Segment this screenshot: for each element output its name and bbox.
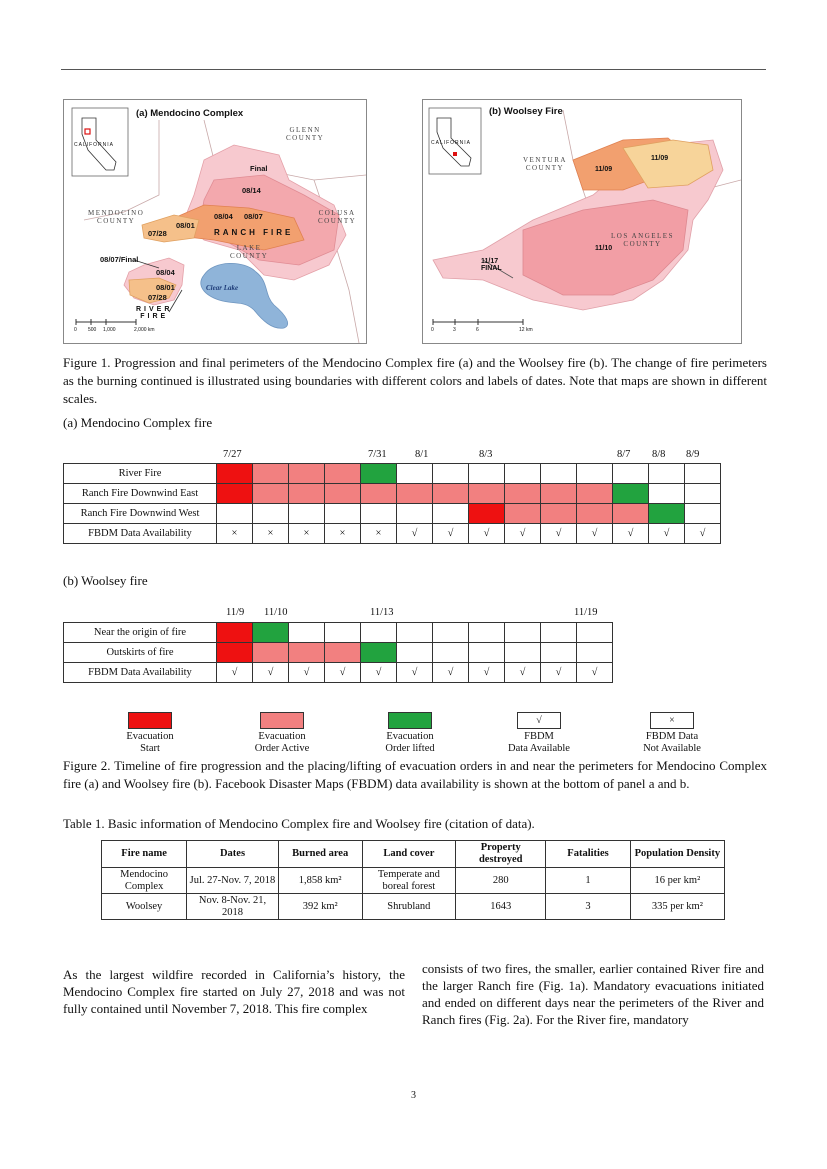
table-cell: Woolsey <box>102 894 187 920</box>
legend-swatch: × <box>650 712 694 729</box>
timeline-cell <box>433 464 469 484</box>
timeline-cell: √ <box>505 524 541 544</box>
county-los-angeles: LOS ANGELES COUNTY <box>611 232 674 248</box>
timeline-cell <box>217 504 253 524</box>
timeline-row <box>64 623 613 643</box>
figure-2-caption: Figure 2. Timeline of fire progression and the placing/lifting of evacuation orders in and near the perimeters for Mendocino Complex fire (a) and Woolsey fire (b). Facebook Disaster Maps (FBDM) data availability is shown at the bottom of panel a and b. <box>63 758 767 791</box>
date-label: 08/07 <box>244 212 263 221</box>
table-cell: 280 <box>456 868 546 894</box>
fig2a-title: (a) Mendocino Complex fire <box>63 415 213 430</box>
timeline-cell: √ <box>325 663 361 683</box>
river-fire-label: RIVER FIRE <box>136 306 173 320</box>
timeline-cell: √ <box>253 663 289 683</box>
date-label: 11/09 <box>651 155 669 162</box>
fig2a-date-row <box>0 449 827 461</box>
figure-1b-svg <box>423 100 741 343</box>
timeline-cell-start <box>217 484 253 504</box>
table-1 <box>101 840 725 920</box>
timeline-cell <box>469 643 505 663</box>
timeline-cell-lifted <box>253 623 289 643</box>
timeline-cell <box>469 623 505 643</box>
timeline-cell-lifted <box>649 504 685 524</box>
timeline-cell-lifted <box>613 484 649 504</box>
timeline-cell <box>685 464 721 484</box>
body-column-right: consists of two fires, the smaller, earlier contained River fire and the larger Ranch fire (Fig. 1a). Mandatory evacuations initiated and ended on different days near the perimeters of the River and Ranch fires (Fig. 2a). For the River fire, mandatory <box>422 961 764 1027</box>
legend-label: Start <box>140 743 160 754</box>
timeline-cell <box>253 504 289 524</box>
timeline-cell: √ <box>397 524 433 544</box>
timeline-cell-active <box>289 643 325 663</box>
table-cell: Mendocino Complex <box>102 868 187 894</box>
timeline-cell: × <box>217 524 253 544</box>
date-label: 07/28 <box>148 229 167 238</box>
figure-1b-map <box>422 99 742 344</box>
legend-item-start <box>100 712 200 755</box>
timeline-cell: √ <box>505 663 541 683</box>
timeline-cell-active <box>253 464 289 484</box>
timeline-cell <box>649 484 685 504</box>
fig2b-date-row <box>0 607 827 619</box>
timeline-row <box>64 464 721 484</box>
scale-label: 1,000 <box>103 327 116 333</box>
inset-label: CALIFORNIA <box>74 142 115 148</box>
timeline-cell <box>613 464 649 484</box>
timeline-cell-active <box>505 504 541 524</box>
table-1-caption: Table 1. Basic information of Mendocino Complex fire and Woolsey fire (citation of data). <box>63 816 535 831</box>
scale-label: 6 <box>476 327 479 333</box>
timeline-cell-start <box>217 643 253 663</box>
map-a-title: (a) Mendocino Complex <box>136 108 244 119</box>
timeline-cell-active <box>325 484 361 504</box>
date-label: Final <box>250 164 268 173</box>
timeline-cell <box>577 643 613 663</box>
date-tick: 11/10 <box>264 607 288 618</box>
timeline-cell: √ <box>361 663 397 683</box>
fig2b-timeline-table <box>63 622 613 683</box>
scale-label: 0 <box>74 327 77 333</box>
county-mendocino: MENDOCINO COUNTY <box>88 209 145 225</box>
date-tick: 8/9 <box>686 449 700 460</box>
timeline-cell-active <box>613 504 649 524</box>
county-colusa: COLUSA COUNTY <box>318 209 357 225</box>
date-tick: 11/19 <box>574 607 598 618</box>
timeline-cell: √ <box>577 663 613 683</box>
timeline-row-label: FBDM Data Availability <box>64 663 217 683</box>
timeline-cell <box>649 464 685 484</box>
figure-1a-map <box>63 99 367 344</box>
date-label: 08/01 <box>176 221 195 230</box>
date-tick: 7/27 <box>223 449 242 460</box>
timeline-cell <box>325 504 361 524</box>
timeline-row-label: FBDM Data Availability <box>64 524 217 544</box>
county-lake: LAKE COUNTY <box>230 244 269 260</box>
table-header-cell: Land cover <box>362 841 456 868</box>
timeline-cell: × <box>253 524 289 544</box>
date-label: 08/14 <box>242 186 261 195</box>
date-label: 11/17 FINAL <box>481 258 502 272</box>
timeline-cell <box>289 623 325 643</box>
legend-swatch <box>260 712 304 729</box>
timeline-cell <box>433 643 469 663</box>
table-cell: Temperate and boreal forest <box>362 868 456 894</box>
timeline-cell <box>361 623 397 643</box>
table-cell: 392 km² <box>278 894 362 920</box>
fig2-legend <box>0 712 827 757</box>
table-row <box>102 894 725 920</box>
scale-label: 2,000 km <box>134 327 155 333</box>
timeline-row <box>64 643 613 663</box>
scale-label: 500 <box>88 327 97 333</box>
legend-label: Evacuation <box>258 731 306 742</box>
timeline-row <box>64 504 721 524</box>
scale-label: 3 <box>453 327 456 333</box>
timeline-cell: √ <box>433 524 469 544</box>
timeline-cell <box>325 623 361 643</box>
timeline-cell: √ <box>289 663 325 683</box>
timeline-cell <box>361 504 397 524</box>
timeline-cell-active <box>433 484 469 504</box>
timeline-cell <box>397 504 433 524</box>
table-row <box>102 868 725 894</box>
timeline-cell-start <box>469 504 505 524</box>
timeline-row <box>64 524 721 544</box>
clear-lake-label: Clear Lake <box>206 284 239 292</box>
table-cell: 1,858 km² <box>278 868 362 894</box>
legend-swatch: √ <box>517 712 561 729</box>
legend-label: Order Active <box>254 743 310 754</box>
date-tick: 8/3 <box>479 449 493 460</box>
date-label: 11/09 <box>595 166 613 173</box>
timeline-row-label: River Fire <box>64 464 217 484</box>
date-tick: 11/9 <box>226 607 245 618</box>
table-header-cell: Property destroyed <box>456 841 546 868</box>
timeline-cell <box>541 623 577 643</box>
timeline-cell: √ <box>397 663 433 683</box>
timeline-cell: × <box>325 524 361 544</box>
location-marker-icon <box>453 152 457 156</box>
timeline-row-label: Near the origin of fire <box>64 623 217 643</box>
legend-label: Evacuation <box>126 731 174 742</box>
timeline-cell: √ <box>649 524 685 544</box>
legend-item-avail <box>489 712 589 755</box>
timeline-cell <box>397 464 433 484</box>
table-header-cell: Fatalities <box>546 841 630 868</box>
legend-label: Order lifted <box>385 743 435 754</box>
table-header-row <box>102 841 725 868</box>
date-label: 08/01 <box>156 283 175 292</box>
timeline-cell: × <box>289 524 325 544</box>
scale-label: 0 <box>431 327 434 333</box>
timeline-cell-active <box>505 484 541 504</box>
timeline-cell-lifted <box>361 643 397 663</box>
table-header-cell: Burned area <box>278 841 362 868</box>
date-label: 08/07/Final <box>100 255 139 264</box>
legend-swatch <box>128 712 172 729</box>
timeline-cell-lifted <box>361 464 397 484</box>
timeline-cell: √ <box>469 524 505 544</box>
table-cell: 335 per km² <box>630 894 724 920</box>
timeline-cell-start <box>217 623 253 643</box>
figure-1-caption: Figure 1. Progression and final perimeters of the Mendocino Complex fire (a) and the Woolsey fire (b). The change of fire perimeters as the burning continued is illustrated using boundaries with different colors and labels of dates. Note that maps are shown in different scales. <box>63 355 767 406</box>
timeline-cell <box>433 623 469 643</box>
timeline-cell-active <box>253 484 289 504</box>
legend-item-active <box>232 712 332 755</box>
date-label: 08/04 <box>156 268 175 277</box>
table-cell: 16 per km² <box>630 868 724 894</box>
timeline-row-label: Ranch Fire Downwind East <box>64 484 217 504</box>
timeline-cell <box>577 464 613 484</box>
date-label: 07/28 <box>148 293 167 302</box>
timeline-cell: √ <box>577 524 613 544</box>
timeline-row <box>64 484 721 504</box>
body-column-left: As the largest wildfire recorded in California’s history, the Mendocino Complex fire started on July 27, 2018 and was not fully contained until November 7, 2018. This fire complex <box>63 967 405 1016</box>
timeline-cell <box>397 643 433 663</box>
timeline-cell <box>505 623 541 643</box>
legend-label: FBDM Data <box>645 731 699 742</box>
timeline-row-label: Ranch Fire Downwind West <box>64 504 217 524</box>
timeline-cell-active <box>469 484 505 504</box>
date-tick: 8/1 <box>415 449 429 460</box>
timeline-cell: √ <box>433 663 469 683</box>
timeline-cell-active <box>577 484 613 504</box>
timeline-cell <box>685 484 721 504</box>
date-tick: 11/13 <box>370 607 394 618</box>
legend-label: Not Available <box>643 743 701 754</box>
county-ventura: VENTURA COUNTY <box>523 156 567 172</box>
timeline-cell-active <box>361 484 397 504</box>
timeline-row-label: Outskirts of fire <box>64 643 217 663</box>
date-label: 11/10 <box>595 245 613 252</box>
timeline-cell: × <box>361 524 397 544</box>
table-header-cell: Dates <box>187 841 279 868</box>
table-cell: 1643 <box>456 894 546 920</box>
table-cell: 3 <box>546 894 630 920</box>
map-b-title: (b) Woolsey Fire <box>489 106 563 117</box>
timeline-row <box>64 663 613 683</box>
timeline-cell <box>505 643 541 663</box>
timeline-cell: √ <box>541 663 577 683</box>
table-header-cell: Fire name <box>102 841 187 868</box>
date-tick: 7/31 <box>368 449 387 460</box>
legend-label: Evacuation <box>386 731 434 742</box>
timeline-cell: √ <box>685 524 721 544</box>
timeline-cell <box>685 504 721 524</box>
timeline-cell-active <box>541 504 577 524</box>
page-number: 3 <box>411 1090 416 1101</box>
legend-item-navail <box>622 712 722 755</box>
timeline-cell-active <box>397 484 433 504</box>
timeline-cell: √ <box>217 663 253 683</box>
date-tick: 8/7 <box>617 449 631 460</box>
timeline-cell-active <box>289 464 325 484</box>
timeline-cell <box>289 504 325 524</box>
timeline-cell-active <box>325 643 361 663</box>
timeline-cell <box>541 643 577 663</box>
timeline-cell-active <box>289 484 325 504</box>
timeline-cell <box>397 623 433 643</box>
header-rule <box>61 69 766 70</box>
timeline-cell-start <box>217 464 253 484</box>
table-cell: Jul. 27-Nov. 7, 2018 <box>187 868 279 894</box>
timeline-cell <box>505 464 541 484</box>
timeline-cell: √ <box>469 663 505 683</box>
date-label: 08/04 <box>214 212 233 221</box>
table-cell: Nov. 8-Nov. 21, 2018 <box>187 894 279 920</box>
legend-item-lifted <box>360 712 460 755</box>
fig2b-title: (b) Woolsey fire <box>63 573 148 588</box>
timeline-cell-active <box>253 643 289 663</box>
date-tick: 8/8 <box>652 449 666 460</box>
legend-label: Data Available <box>508 743 570 754</box>
timeline-cell <box>577 623 613 643</box>
table-cell: 1 <box>546 868 630 894</box>
timeline-cell <box>433 504 469 524</box>
fig2a-timeline-table <box>63 463 721 544</box>
timeline-cell: √ <box>613 524 649 544</box>
timeline-cell <box>469 464 505 484</box>
table-header-cell: Population Density <box>630 841 724 868</box>
scale-label: 12 km <box>519 327 533 333</box>
timeline-cell-active <box>577 504 613 524</box>
timeline-cell <box>541 464 577 484</box>
timeline-cell-active <box>325 464 361 484</box>
inset-label: CALIFORNIA <box>431 140 472 146</box>
county-glenn: GLENN COUNTY <box>286 126 325 142</box>
ranch-fire-label: RANCH FIRE <box>214 228 294 237</box>
legend-label: FBDM <box>524 731 554 742</box>
timeline-cell: √ <box>541 524 577 544</box>
legend-swatch <box>388 712 432 729</box>
timeline-cell-active <box>541 484 577 504</box>
table-cell: Shrubland <box>362 894 456 920</box>
